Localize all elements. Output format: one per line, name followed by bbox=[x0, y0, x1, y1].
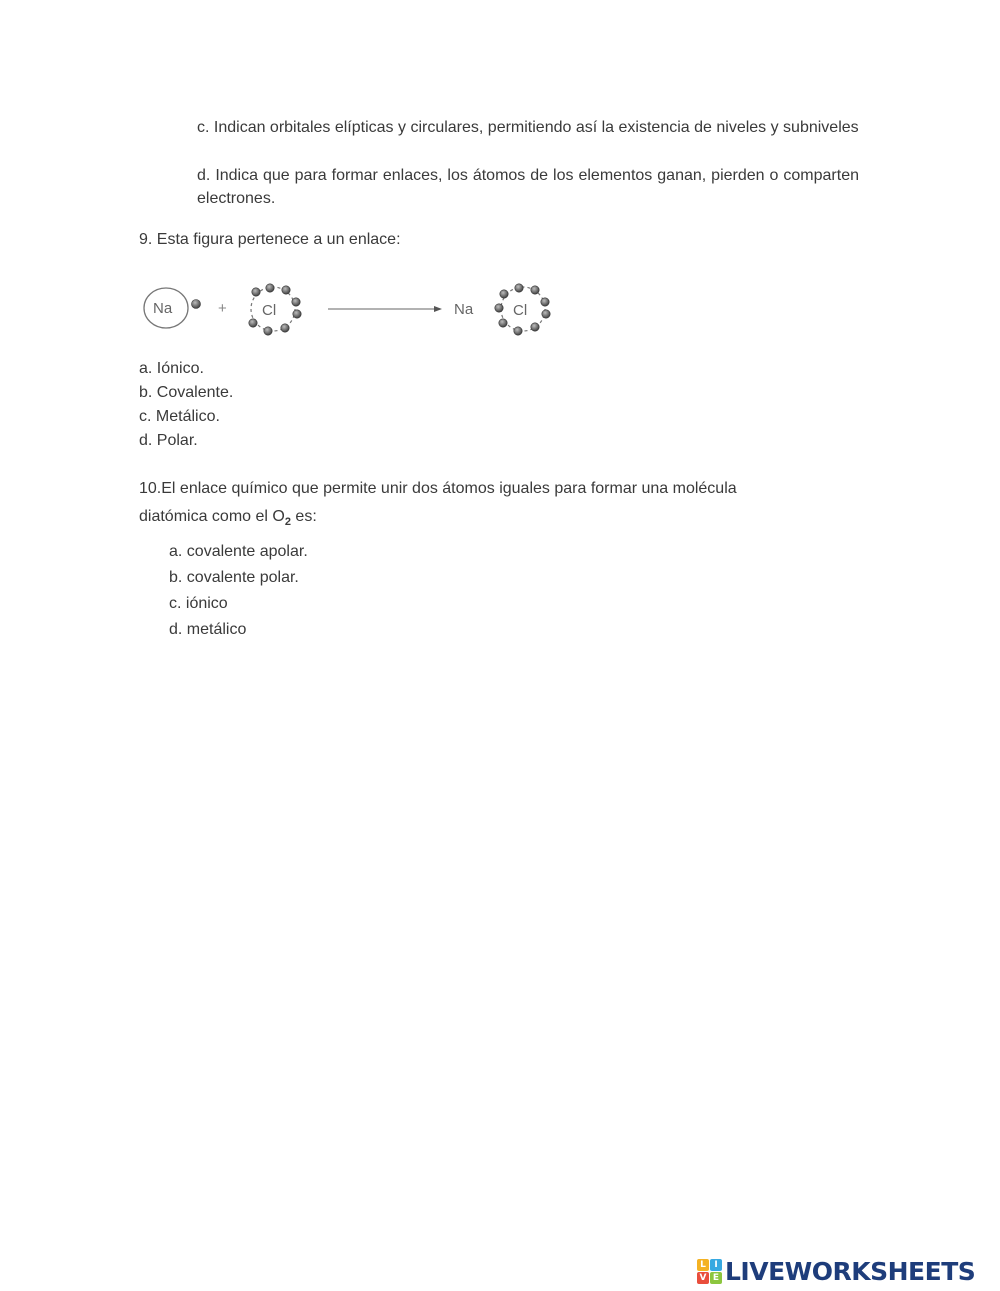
logo-mark-l: L bbox=[697, 1259, 709, 1271]
reaction-arrow bbox=[328, 306, 442, 312]
q8-option-d: d. Indica que para formar enlaces, los átomos de los elementos ganan, pierden o comparten electrones. bbox=[197, 167, 859, 207]
logo-mark-e: E bbox=[710, 1272, 722, 1284]
q10-options bbox=[169, 539, 308, 643]
q9-option-b[interactable]: b. Covalente. bbox=[139, 384, 234, 401]
sodium-valence-electron bbox=[192, 300, 201, 309]
sodium-atom bbox=[144, 288, 201, 328]
q10-option-d[interactable]: d. metálico bbox=[169, 621, 247, 638]
ionic-bond-figure bbox=[138, 278, 558, 338]
q10-option-a[interactable]: a. covalente apolar. bbox=[169, 543, 308, 560]
q8-option-c: c. Indican orbitales elípticas y circulares, permitiendo así la existencia de niveles y subniveles bbox=[197, 119, 859, 136]
q9-option-a[interactable]: a. Iónico. bbox=[139, 360, 204, 377]
logo-mark-i: I bbox=[710, 1259, 722, 1271]
sodium-label: Na bbox=[153, 300, 173, 317]
q10-text-line2 bbox=[139, 505, 317, 534]
q10-option-c[interactable]: c. iónico bbox=[169, 595, 228, 612]
plus-sign: + bbox=[218, 300, 227, 317]
q9-text: 9. Esta figura pertenece a un enlace: bbox=[139, 231, 401, 248]
q10-text-suffix: es: bbox=[290, 508, 317, 525]
logo-mark-v: V bbox=[697, 1272, 709, 1284]
product-sodium-label: Na bbox=[454, 301, 474, 318]
q10-text-prefix: diatómica como el O bbox=[139, 508, 285, 525]
q9-options bbox=[139, 357, 233, 453]
q10-subscript: 2 bbox=[284, 516, 291, 529]
q10-option-b[interactable]: b. covalente polar. bbox=[169, 569, 299, 586]
q9-option-d[interactable]: d. Polar. bbox=[139, 432, 198, 449]
sodium-chloride-product bbox=[454, 284, 550, 335]
q10-text-line1: 10.El enlace químico que permite unir dos átomos iguales para formar una molécula bbox=[139, 480, 737, 497]
chlorine-label: Cl bbox=[262, 302, 277, 319]
liveworksheets-logo[interactable] bbox=[697, 1255, 975, 1287]
liveworksheets-logo-icon bbox=[697, 1259, 722, 1284]
q9-option-c[interactable]: c. Metálico. bbox=[139, 408, 220, 425]
chlorine-atom bbox=[249, 284, 301, 335]
product-chlorine-label: Cl bbox=[513, 302, 528, 319]
transferred-electron bbox=[495, 304, 503, 312]
logo-text: LIVEWORKSHEETS bbox=[725, 1256, 976, 1286]
